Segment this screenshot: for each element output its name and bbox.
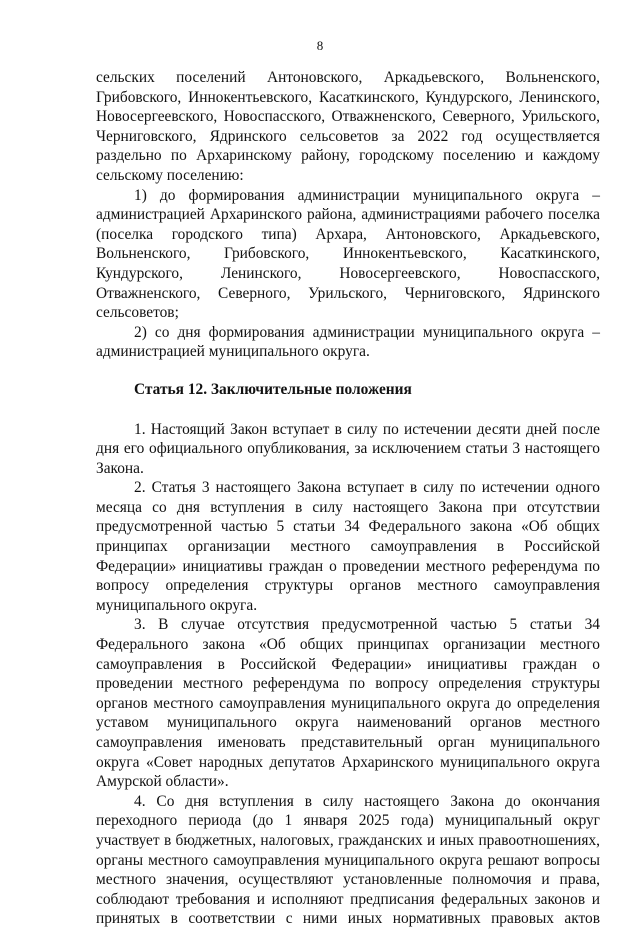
paragraph-list-item-1: 1) до формирования администрации муниципального округа – администрацией Архаринского района, администрациями рабочего поселка (поселка городского типа) Архара, Антоновского, Аркадьевского, Вольненского, Грибовского, Иннокентьевского, Касаткинского, Кундурского, Ленинского, Новосергеевского, Новоспасского, Отважненского, Северного, Урильского, Черниговского, Ядринского сельсоветов; [96,186,600,322]
page-number: 8 [316,38,324,53]
paragraph-article-part-1: 1. Настоящий Закон вступает в силу по истечении десяти дней после дня его официального опубликования, за исключением статьи 3 настоящего Закона. [96,420,600,477]
paragraph-article-part-4: 4. Со дня вступления в силу настоящего Закона до окончания переходного периода (до 1 января 2025 года) муниципальный округ участвует в бюджетных, налоговых, гражданских и иных правоотношениях, органы местного самоуправления муниципального округа решают вопросы местного значения, осуществляют установленные полномочия и права, соблюдают требования и исполняют предписания федеральных законов и принятых в соответствии с ними иных нормативных правовых актов [96,792,600,928]
paragraph-list-item-2: 2) со дня формирования администрации муниципального округа – администрацией муниципального округа. [96,323,600,361]
article-heading: Статья 12. Заключительные положения [134,380,412,398]
paragraph-intro: сельских поселений Антоновского, Аркадьевского, Вольненского, Грибовского, Иннокентьевского, Касаткинского, Кундурского, Ленинского, Новосергеевского, Новоспасского, Отважненского, Северного, Урильского, Черниговского, Ядринского сельсоветов за 2022 год осуществляется раздельно по Архаринскому району, городскому поселению и каждому сельскому поселению: [96,69,600,184]
paragraph-article-part-2: 2. Статья 3 настоящего Закона вступает в силу по истечении одного месяца со дня вступления в силу настоящего Закона при отсутствии предусмотренной частью 5 статьи 34 Федерального закона «Об общих принципах организации местного самоуправления в Российской Федерации» инициативы граждан о проведении местного референдума по вопросу определения структуры органов местного самоуправления муниципального округа. [96,479,600,614]
paragraph-article-part-3: 3. В случае отсутствия предусмотренной частью 5 статьи 34 Федерального закона «Об общих принципах организации местного самоуправления в Российской Федерации» инициативы граждан о проведении местного референдума по вопросу определения структуры органов местного самоуправления муниципального округа до определения уставом муниципального округа наименований органов местного самоуправления именовать представительный орган муниципального округа «Совет народных депутатов Архаринского муниципального округа Амурской области». [96,616,600,791]
document-body [96,68,600,929]
